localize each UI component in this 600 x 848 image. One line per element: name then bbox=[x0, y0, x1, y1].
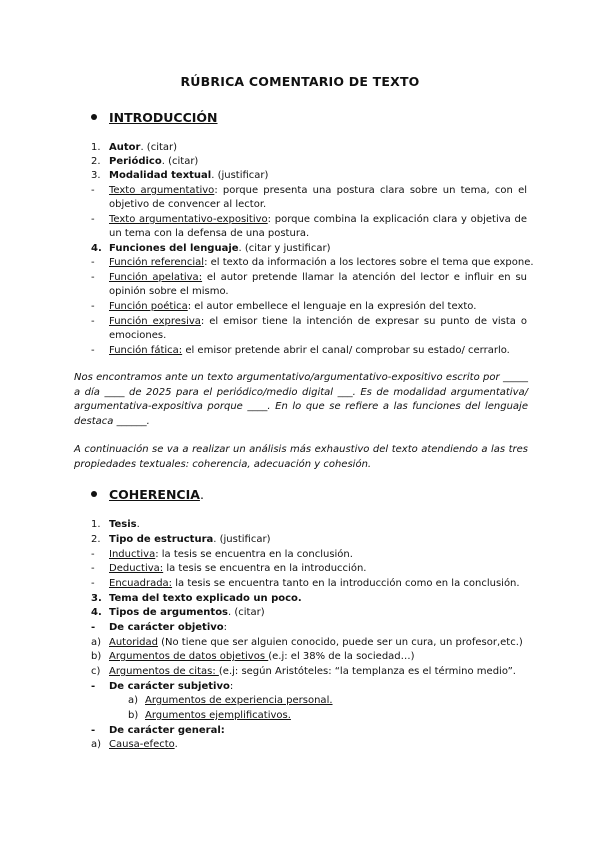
list-marker: 2. bbox=[91, 156, 101, 167]
paragraph-line: Nos encontramos ante un texto argumentativo/argumentativo-expositivo escrito por _____ bbox=[74, 372, 528, 383]
list-item: Funciones del lenguaje. (citar y justificar) bbox=[109, 243, 331, 254]
section-heading-coherencia: COHERENCIA. bbox=[91, 487, 204, 502]
list-item: De carácter general: bbox=[109, 725, 225, 736]
list-item: Periódico. (citar) bbox=[109, 156, 199, 167]
list-marker: a) bbox=[91, 739, 102, 750]
paragraph-line: a día ____ de 2025 para el periódico/medio digital ___. Es de modalidad argumentativa/ bbox=[74, 386, 528, 398]
list-marker: - bbox=[91, 257, 95, 268]
list-item-continuation: emociones. bbox=[109, 330, 167, 341]
list-marker: 1. bbox=[91, 142, 101, 153]
list-marker: - bbox=[91, 214, 95, 225]
list-marker: 2. bbox=[91, 534, 101, 545]
list-marker: a) bbox=[91, 637, 102, 648]
list-marker: - bbox=[91, 272, 95, 283]
list-item-continuation: opinión sobre el mismo. bbox=[109, 286, 229, 297]
list-marker: - bbox=[91, 681, 96, 692]
list-marker: b) bbox=[91, 651, 102, 662]
list-item-continuation: un tema con la defensa de una postura. bbox=[109, 228, 310, 239]
list-item: De carácter subjetivo: bbox=[109, 681, 234, 692]
list-marker: a) bbox=[128, 695, 139, 706]
list-item: Deductiva: la tesis se encuentra en la introducción. bbox=[109, 563, 367, 574]
transition-paragraph bbox=[74, 443, 528, 472]
list-item: Inductiva: la tesis se encuentra en la conclusión. bbox=[109, 549, 353, 560]
list-marker: - bbox=[91, 301, 95, 312]
list-item: Tipo de estructura. (justificar) bbox=[109, 534, 271, 545]
list-item: Función apelativa: el autor pretende llamar la atención del lector e influir en su bbox=[109, 272, 527, 283]
list-marker: 3. bbox=[91, 593, 102, 604]
list-item: Texto argumentativo: porque presenta una postura clara sobre un tema, con el bbox=[109, 185, 527, 196]
list-marker: - bbox=[91, 345, 95, 356]
list-item: Tesis. bbox=[109, 519, 140, 530]
bullet-icon bbox=[91, 491, 97, 497]
section-heading-text: INTRODUCCIÓN bbox=[109, 110, 218, 125]
list-marker: 4. bbox=[91, 243, 102, 254]
bullet-icon bbox=[91, 114, 97, 120]
list-marker: - bbox=[91, 725, 96, 736]
list-item: Texto argumentativo-expositivo: porque combina la explicación clara y objetiva de bbox=[109, 214, 527, 225]
list-marker: - bbox=[91, 316, 95, 327]
list-item-continuation: objetivo de convencer al lector. bbox=[109, 199, 267, 210]
list-item: Función poética: el autor embellece el lenguaje en la expresión del texto. bbox=[109, 301, 477, 312]
list-marker: - bbox=[91, 185, 95, 196]
paragraph-line: destaca ______. bbox=[74, 415, 150, 427]
list-item: Autor. (citar) bbox=[109, 142, 178, 153]
summary-paragraph bbox=[74, 371, 528, 429]
list-marker: - bbox=[91, 622, 96, 633]
document-title: RÚBRICA COMENTARIO DE TEXTO bbox=[180, 74, 420, 89]
list-item: De carácter objetivo: bbox=[109, 622, 228, 633]
list-item: Argumentos de experiencia personal. bbox=[145, 695, 333, 706]
list-marker: 3. bbox=[91, 170, 101, 181]
section-heading-text: COHERENCIA bbox=[109, 487, 200, 502]
paragraph-line: argumentativa-expositiva porque ____. En lo que se refiere a las funciones del lenguaje bbox=[74, 401, 528, 412]
list-item: Autoridad (No tiene que ser alguien conocido, puede ser un cura, un profesor,etc.) bbox=[109, 637, 523, 648]
list-marker: 1. bbox=[91, 519, 101, 530]
section-heading-introduccion bbox=[91, 110, 218, 125]
list-item: Tema del texto explicado un poco. bbox=[109, 593, 302, 604]
list-item: Argumentos de datos objetivos (e.j: el 38% de la sociedad…) bbox=[109, 651, 415, 662]
list-marker: b) bbox=[128, 710, 139, 721]
list-item: Función expresiva: el emisor tiene la intención de expresar su punto de vista o bbox=[109, 316, 527, 327]
list-item: Función fática: el emisor pretende abrir el canal/ comprobar su estado/ cerrarlo. bbox=[109, 345, 510, 356]
list-marker: - bbox=[91, 549, 95, 560]
list-item: Función referencial: el texto da información a los lectores sobre el tema que expone. bbox=[109, 257, 534, 268]
list-item: Modalidad textual. (justificar) bbox=[109, 170, 269, 181]
paragraph-line: A continuación se va a realizar un análisis más exhaustivo del texto atendiendo a las tres bbox=[74, 444, 528, 455]
list-marker: c) bbox=[91, 666, 101, 677]
list-marker: 4. bbox=[91, 607, 102, 618]
list-marker: - bbox=[91, 578, 95, 589]
paragraph-line: propiedades textuales: coherencia, adecuación y cohesión. bbox=[74, 458, 372, 470]
list-marker: - bbox=[91, 563, 95, 574]
list-item: Argumentos ejemplificativos. bbox=[145, 710, 291, 721]
list-item: Encuadrada: la tesis se encuentra tanto en la introducción como en la conclusión. bbox=[109, 578, 520, 589]
list-item: Tipos de argumentos. (citar) bbox=[109, 607, 265, 618]
list-item: Argumentos de citas: (e.j: según Aristóteles: “la templanza es el término medio”. bbox=[109, 666, 516, 677]
list-item: Causa-efecto. bbox=[109, 739, 178, 750]
